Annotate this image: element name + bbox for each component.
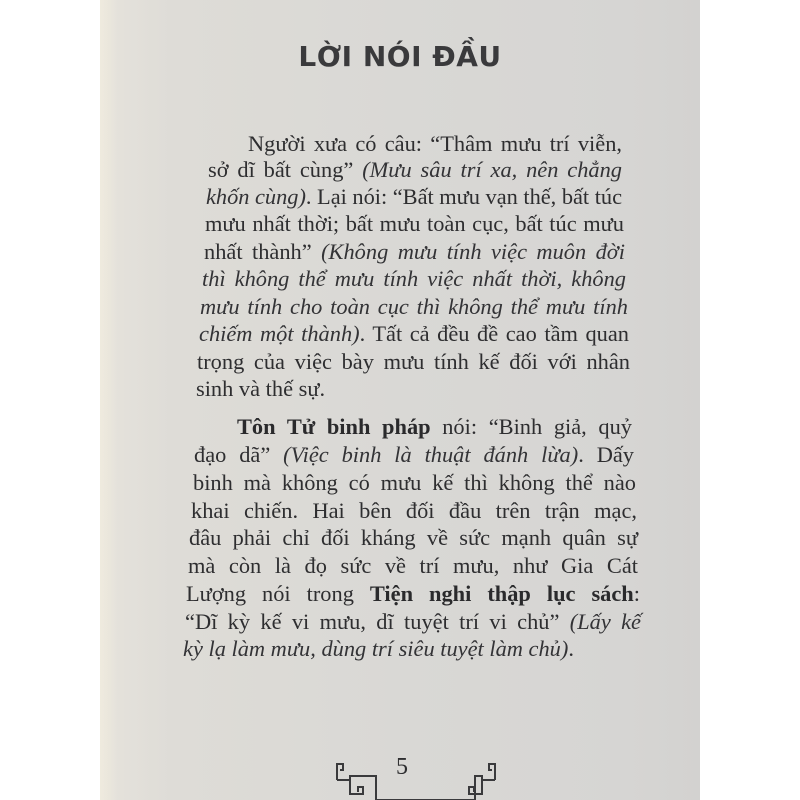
text-run: . Lại nói: “Bất mưu vạn thế, bất túc	[305, 184, 622, 209]
text-line	[183, 636, 574, 662]
italic-gloss: chiếm một thành)	[199, 321, 360, 346]
text-line	[204, 239, 625, 265]
page-number: 5	[396, 754, 408, 780]
text-line	[200, 294, 628, 320]
text-line	[193, 470, 636, 496]
text-run: đâu phải chỉ đối kháng về sức mạnh quân sự	[189, 525, 638, 550]
italic-gloss: (Mưu sâu trí xa, nên chẳng	[362, 157, 622, 182]
italic-gloss: (Lấy kế	[569, 609, 641, 634]
text-line	[237, 414, 632, 440]
text-run: . Dấy	[578, 442, 634, 467]
text-line	[186, 581, 640, 607]
page-title: LỜI NÓI ĐẦU	[298, 40, 502, 73]
text-run: :	[633, 581, 640, 606]
text-run: mưu nhất thời; bất mưu toàn cục, bất túc mưu	[205, 211, 624, 236]
text-line	[208, 157, 622, 183]
text-line	[189, 525, 638, 551]
text-line	[188, 553, 638, 579]
text-run: nói: “Binh giả, quỷ	[430, 414, 632, 439]
text-run: . Tất cả đều đề cao tầm quan	[359, 321, 629, 346]
bold-title: Tiện nghi thập lục sách	[369, 581, 634, 606]
text-line	[194, 442, 634, 468]
italic-gloss: kỳ lạ làm mưu, dùng trí siêu tuyệt làm chủ)	[183, 636, 569, 661]
text-run: mà còn là đọ sức về trí mưu, như Gia Cát	[188, 553, 638, 578]
italic-gloss: khốn cùng)	[206, 184, 306, 209]
text-run: nhất thành”	[204, 239, 322, 264]
italic-gloss: (Không mưu tính việc muôn đời	[321, 239, 625, 264]
page-footer	[0, 752, 800, 800]
bold-title: Tôn Tử binh pháp	[237, 414, 431, 439]
text-run: .	[568, 636, 574, 661]
text-line	[248, 131, 622, 157]
text-run: trọng của việc bày mưu tính kế đối với nhân	[197, 349, 630, 374]
text-line	[205, 211, 624, 237]
text-line	[197, 349, 630, 375]
text-line	[185, 609, 641, 635]
text-line	[191, 498, 637, 524]
text-run: đạo dã”	[194, 442, 284, 467]
text-run: binh mà không có mưu kế thì không thể nào	[193, 470, 636, 495]
text-run: khai chiến. Hai bên đối đầu trên trận mạc,	[191, 498, 637, 523]
text-line	[199, 321, 629, 347]
text-run: sở dĩ bất cùng”	[208, 157, 363, 182]
italic-gloss: mưu tính cho toàn cục thì không thể mưu tính	[200, 294, 628, 319]
italic-gloss: (Việc binh là thuật đánh lừa)	[283, 442, 579, 467]
italic-gloss: thì không thể mưu tính việc nhất thời, không	[202, 266, 626, 291]
text-line	[202, 266, 626, 292]
book-page	[100, 0, 700, 800]
text-run: Người xưa có câu: “Thâm mưu trí viễn,	[248, 131, 622, 156]
text-run: “Dĩ kỳ kế vi mưu, dĩ tuyệt trí vi chủ”	[185, 609, 570, 634]
text-run: Lượng nói trong	[186, 581, 370, 606]
text-line	[206, 184, 622, 210]
text-line	[196, 376, 325, 402]
text-run: sinh và thế sự.	[196, 376, 326, 401]
